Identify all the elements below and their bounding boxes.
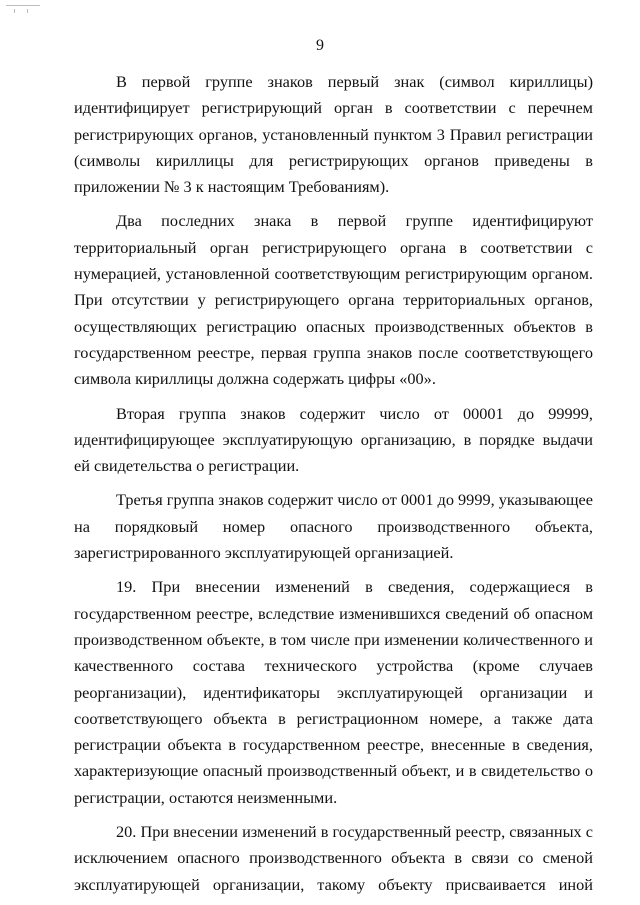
scan-corner-mark <box>6 0 40 6</box>
document-body <box>74 69 593 898</box>
paragraph-item-19: 19. При внесении изменений в сведения, содержащиеся в государственном реестре, вследствие изменившихся сведений об опасном производственном объекте, в том числе при изменении количественного и качественного состава технического устройства (кроме случаев реорганизации), идентификаторы эксплуатирующей организации и соответствующего объекта в регистрационном номере, а также дата регистрации объекта в государственном реестре, внесенные в сведения, характеризующие опасный производственный объект, и в свидетельство о регистрации, остаются неизменными. <box>74 577 593 807</box>
paragraph-first-group-last-signs: Два последних знака в первой группе идентифицируют территориальный орган регистрирующего органа в соответствии с нумерацией, установленной соответствующим регистрирующим органом. При отсутствии у регистрирующего органа территориальных органов, осуществляющих регистрацию опасных производственных объектов в государственном реестре, первая группа знаков после соответствующего символа кириллицы должна содержать цифры «00». <box>74 211 593 389</box>
paragraph-item-20: 20. При внесении изменений в государственный реестр, связанных с исключением опасного производственного объекта в связи со сменой эксплуатирующей организации, такому объекту присваивается иной <box>74 822 593 894</box>
paragraph-third-group: Третья группа знаков содержит число от 0001 до 9999, указывающее на порядковый номер опасного производственного объекта, зарегистрированного эксплуатирующей организацией. <box>74 490 593 563</box>
paragraph-second-group: Вторая группа знаков содержит число от 00001 до 99999, идентифицирующее эксплуатирующую организацию, в порядке выдачи ей свидетельства о регистрации. <box>74 403 593 476</box>
page-number: 9 <box>316 37 324 54</box>
paragraph-first-group-first-sign: В первой группе знаков первый знак (символ кириллицы) идентифицирует регистрирующий орган в соответствии с перечнем регистрирующих органов, установленный пунктом 3 Правил регистрации (символы кириллицы для регистрирующих органов приведены в приложении № 3 к настоящим Требованиям). <box>74 72 593 197</box>
